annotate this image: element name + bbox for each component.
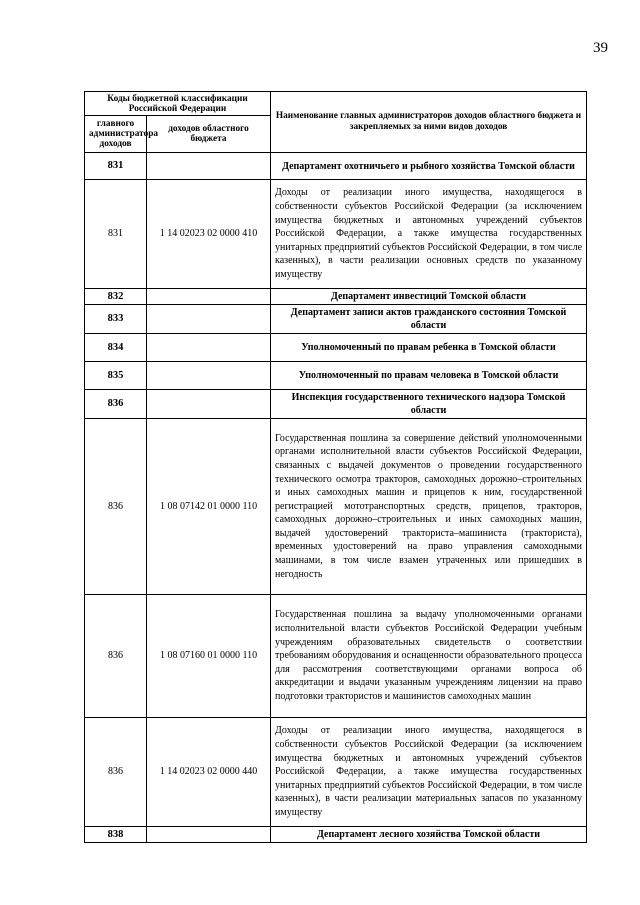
revenue-code — [147, 362, 271, 390]
revenue-code: 1 14 02023 02 0000 410 — [147, 180, 271, 289]
revenue-code: 1 08 07160 01 0000 110 — [147, 595, 271, 718]
revenue-code: 1 08 07142 01 0000 110 — [147, 419, 271, 595]
admin-code: 836 — [85, 718, 147, 827]
department-name: Департамент лесного хозяйства Томской области — [271, 827, 587, 843]
table-row — [85, 180, 587, 289]
table-row — [85, 827, 587, 843]
table-row — [85, 334, 587, 362]
revenue-code — [147, 390, 271, 419]
revenue-code — [147, 827, 271, 843]
table-row — [85, 718, 587, 827]
admin-code: 832 — [85, 289, 147, 305]
revenue-code — [147, 305, 271, 334]
department-name: Инспекция государственного технического надзора Томской области — [271, 390, 587, 419]
admin-code: 838 — [85, 827, 147, 843]
admin-code: 834 — [85, 334, 147, 362]
department-name: Департамент инвестиций Томской области — [271, 289, 587, 305]
table-row — [85, 153, 587, 180]
admin-code: 831 — [85, 153, 147, 180]
header-name-column: Наименование главных администраторов доходов областного бюджета и закрепляемых за ними видов доходов — [271, 92, 587, 153]
department-name: Департамент охотничьего и рыбного хозяйства Томской области — [271, 153, 587, 180]
header-codes-group: Коды бюджетной классификации Российской Федерации — [85, 92, 271, 116]
revenue-administrators-table — [84, 91, 587, 843]
department-name: Департамент записи актов гражданского состояния Томской области — [271, 305, 587, 334]
table-row — [85, 289, 587, 305]
revenue-description: Государственная пошлина за совершение действий уполномоченными органами исполнительной власти субъектов Российской Федерации, связанных с выдачей документов о проведении государственного технического осмотра тракторов, самоходных дорожно–строительных и иных самоходных машин и прицепов к ним, государственной регистрацией мототранспортных средств, прицепов, тракторов, самоходных дорожно–строительных и иных самоходных машин, выдачей удостоверений тракториста–машиниста (тракториста), временных удостоверений на право управления самоходными машинами, в том числе взамен утраченных или пришедших в негодность — [271, 419, 587, 595]
admin-code: 836 — [85, 419, 147, 595]
revenue-description: Доходы от реализации иного имущества, находящегося в собственности субъектов Российской Федерации (за исключением имущества бюджетных и автономных учреждений субъектов Российской Федерации, а также имущества государственных унитарных предприятий субъектов Российской Федерации, в том числе казенных), в части реализации основных средств по указанному имуществу — [271, 180, 587, 289]
revenue-description: Государственная пошлина за выдачу уполномоченными органами исполнительной власти субъектов Российской Федерации учебным учреждениям образовательных свидетельств о соответствии требованиям оборудования и оснащенности образовательного процесса для рассмотрения соответствующими органами вопроса об аккредитации и выдачи указанным учреждениям лицензии на право подготовки трактористов и машинистов самоходных машин — [271, 595, 587, 718]
admin-code: 835 — [85, 362, 147, 390]
table-row — [85, 362, 587, 390]
page-number: 39 — [593, 40, 608, 56]
table-row — [85, 305, 587, 334]
revenue-code — [147, 289, 271, 305]
revenue-code — [147, 334, 271, 362]
revenue-code: 1 14 02023 02 0000 440 — [147, 718, 271, 827]
table-row — [85, 595, 587, 718]
header-revenue-column: доходов областного бюджета — [147, 116, 271, 153]
department-name: Уполномоченный по правам человека в Томской области — [271, 362, 587, 390]
admin-code: 833 — [85, 305, 147, 334]
revenue-code — [147, 153, 271, 180]
admin-code: 836 — [85, 390, 147, 419]
header-admin-column: главного администратора доходов — [85, 116, 147, 153]
admin-code: 836 — [85, 595, 147, 718]
admin-code: 831 — [85, 180, 147, 289]
revenue-description: Доходы от реализации иного имущества, находящегося в собственности субъектов Российской Федерации (за исключением имущества бюджетных и автономных учреждений субъектов Российской Федерации, а также имущества государственных унитарных предприятий субъектов Российской Федерации, в том числе казенных), в части реализации материальных запасов по указанному имуществу — [271, 718, 587, 827]
department-name: Уполномоченный по правам ребенка в Томской области — [271, 334, 587, 362]
table-row — [85, 390, 587, 419]
table-row — [85, 419, 587, 595]
